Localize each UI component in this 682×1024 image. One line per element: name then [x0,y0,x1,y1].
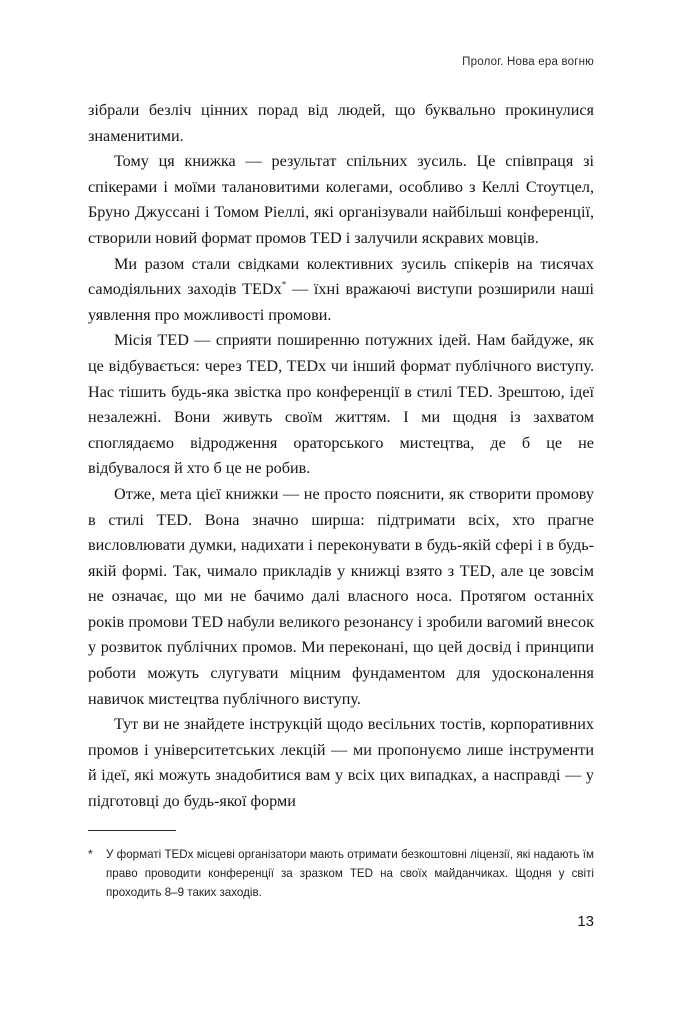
paragraph-text-before-footnote: Ми разом стали свідками колективних зусиль спікерів на тисячах самодіяльних заходів TEDx [88,254,594,299]
footnote-separator-rule [88,830,176,831]
paragraph: зібрали безліч цінних порад від людей, що буквально прокинулися знаменитими. [88,101,594,145]
body-text-column [88,98,594,815]
footnote-item [88,845,594,902]
paragraph: Отже, мета цієї книжки — не просто пояснити, як створити промову в стилі TED. Вона значно ширша: підтримати всіх, хто прагне висловлювати думки, надихати і переконувати в будь-якій сфері і в будь-якій формі. Так, чимало прикладів у книжці взято з TED, але це зовсім не означає, що ми не бачимо далі власного носа. Протягом останніх років промови TED набули великого резонансу і зробили вагомий внесок у розвиток публічних промов. Ми переконані, що цей досвід і принципи роботи можуть слугувати міцним фундаментом для удосконалення навичок мистецтва публічного виступу. [88,484,594,708]
paragraph-text-after-footnote: — їхні вражаючі виступи розширили наші уявлення про можливості промови. [88,280,594,324]
footnote-text: У форматі TEDx місцеві організатори мають отримати безкоштовні ліцензії, які надають їм право проводити конференції за зразком TED на своїх майданчиках. Щодня у світі проходить 8–9 таких заходів. [106,848,594,899]
footnote-reference-marker: * [281,279,287,290]
footnote-area [88,830,594,902]
running-head: Пролог. Нова ера вогню [462,56,594,68]
page-number: 13 [577,913,594,930]
paragraph: Тому ця книжка — результат спільних зусиль. Це співпраця зі спікерами і моїми талановитими колегами, особливо з Келлі Стоутцел, Бруно Джуссані і Томом Ріеллі, які організували найбільші конференції, створили новий формат промов TED і залучили яскравих мовців. [88,152,594,247]
paragraph: Місія TED — сприяти поширенню потужних ідей. Нам байдуже, як це відбувається: через TED, TEDx чи інший формат публічного виступу. Нас тішить будь-яка звістка про конференції в стилі TED. Зрештою, ідеї незалежні. Вони живуть своїм життям. І ми щодня із захватом споглядаємо відродження ораторського мистецтва, де б це не відбувалося й хто б це не робив. [88,331,594,478]
paragraph: Тут ви не знайдете інструкцій щодо весільних тостів, корпоративних промов і університетських лекцій — ми пропонуємо лише інструменти й ідеї, які можуть знадобитися вам у всіх цих випадках, а насправді — у підготовці до будь-якої форми [88,715,594,811]
paragraph [88,252,594,329]
footnote-marker: * [88,847,93,861]
